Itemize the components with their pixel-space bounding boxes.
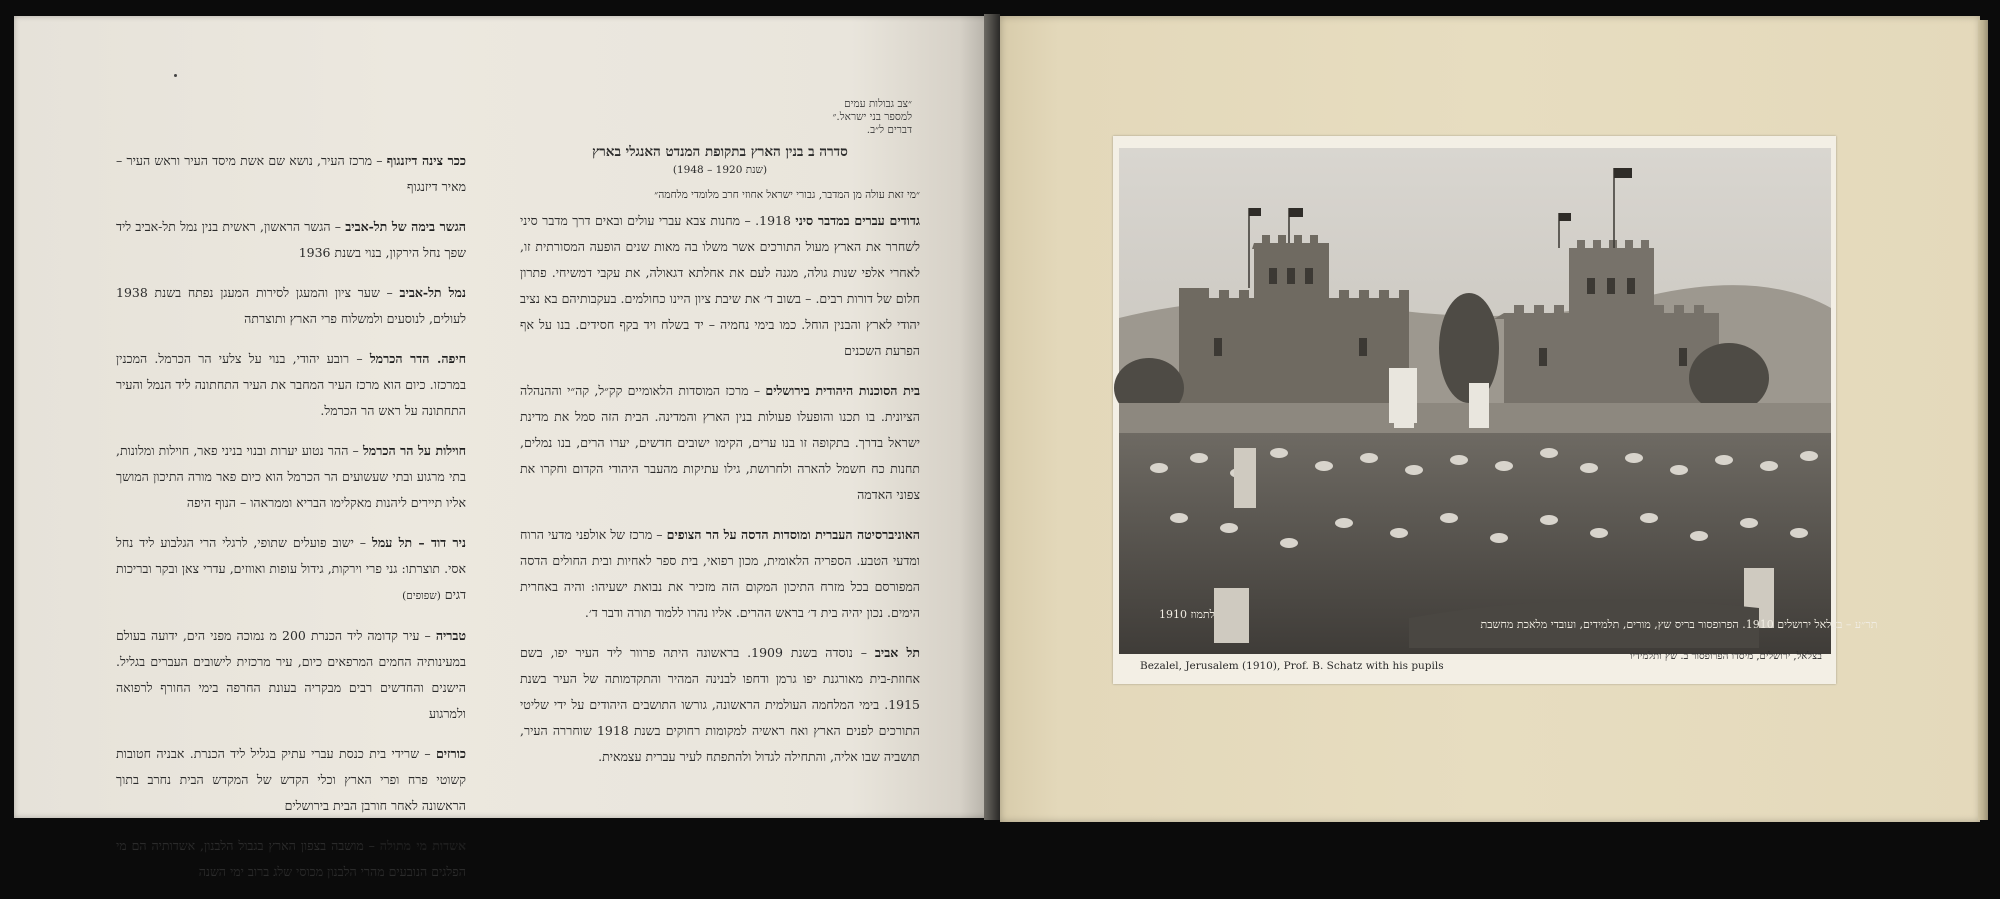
- page-mark: [174, 74, 177, 77]
- entry: חיפה. הדר הכרמל – רובע יהודי, בנוי על צלעי הר הכרמל. המכנין במרכזו. כיום הוא מרכז העיר המחבר את העיר התחתונה ליד הנמל והעיר התחתונה על ראש הר הכרמל.: [116, 351, 467, 418]
- page-edge: [1978, 20, 1988, 820]
- photo-illustration: [1119, 148, 1878, 654]
- entry: ככר צינה דיזנגוף – מרכז העיר, נושא שם אשת מיסד העיר וראש העיר – מאיר דיזנגוף: [116, 153, 466, 194]
- entry: הגשר בימה של תל-אביב – הגשר הראשון, ראשית בנין נמל תל-אביב ליד שפך נחל הירקון, בנוי בשנת 1936: [116, 219, 466, 260]
- photo-banner-text: תר״ע – בצלאל ירושלים 1910. הפרופסור בריס שץ, מורים, תלמידים, ועובדי מלאכת מחשבת: [1480, 618, 1878, 631]
- text-column-left: [116, 148, 466, 899]
- photo-sign-text: לתמוז 1910: [1159, 608, 1215, 621]
- entry: בית הסוכנות היהודית בירושלים – מרכז המוסדות הלאומיים קק״ל, קה״י וההנהלה הציונית. בו תכנו והופעלו פעולות בנין הארץ והמדינה. הבית הזה סמל את מדינת ישראל בדרך. בתקופה זו בנו ערים, הקימו ישובים חדשים, יערו הרים, בנו נמלים, תחנות כח חשמל להארה ולחרושת, גילו עתיקות מהעבר היהודי הקדום וחקרו את צפוני האדמה: [520, 383, 920, 502]
- photo-caption-hebrew: בצלאל, ירושלים, מיסדו הפרופסור ב. שץ ותלמידיו: [1629, 651, 1822, 662]
- historical-photo: [1119, 148, 1878, 654]
- text-column-right: [520, 142, 920, 784]
- entry: טבריה – עיר קדומה ליד הכנרת 200 מ נמוכה מפני הים, ידועה בעולם במעינותיה החמים המרפאים כיום, עיר מרכזית לישובים העברים בגליל. הישנים והחדשים רבים מבקריה בעונת החרפה בימי החורף לרפואה ולמרגוע: [116, 628, 466, 721]
- book-gutter: [984, 14, 1000, 820]
- entry: האוניברסיטה העברית ומוסדות הדסה על הר הצופים – מרכז של אולפני מדעי הרוח ומדעי הטבע. הספריה הלאומית, מכון רפואי, בית ספר לאחיות ובית החולים הדסה המפורסם בכל מזרח התיכון המקום הזה מזכיר את נבואת ישעיהו: והיה באחרית הימים. נכון יהיה בית ד׳ בראש ההרים. אליו נהרו ללמוד תורה ודבר ד׳.: [520, 527, 920, 620]
- series-title: סדרה ב בנין הארץ בתקופת המנדט האנגלי בארץ: [592, 144, 848, 160]
- series-years: (שנת 1920 – 1948): [672, 164, 768, 176]
- entry: תל אביב – נוסדה בשנת 1909. בראשונה היתה פרוור ליד העיר יפו, בשם אחוזת-בית מאורגנת יפו גרמן ודחפו לבנינה המהיר והתקדמותה של העיר בשנת 1915. בימי המלחמה העולמית הראשונה, גורשו התושבים היהודים על ידי שליטי התורכים לפנים הארץ ואח ראשיה למקומות רחוקים בשנת 1918 שוחררה העיר, תושביה שבו אליה, והתחילה לגדול ולהתפתח לעיר עברית עצמאית.: [520, 645, 920, 764]
- photo-caption-english: Bezalel, Jerusalem (1910), Prof. B. Schatz with his pupils: [1140, 660, 1444, 672]
- epigraph: ״צב גבולות עמים למספר בני ישראל.״ דברים ל״ב.: [832, 98, 912, 136]
- entry: נמל תל-אביב – שער ציון והמעגן לסירות המעגן נפתח בשנת 1938 לעולים, לנוסעים ולמשלוח פרי הארץ ותוצרתה: [116, 285, 466, 326]
- entry: ניר דוד – תל עמל – ישוב פועלים שתופי, לרגלי הרי הגלבוע ליד נחל אסי. תוצרתו: גני פרי וירקות, גידול עופות ואווזים, עדרי צאן ובקר ובריכות דגים (שפופים): [116, 535, 466, 602]
- entry: כורזים – שרידי בית כנסת עברי עתיק בגליל ליד הכנרת. אבניה חטובות קשוטי פרח ופרי הארץ וכלי הקדש של המקדש הבית נחרב בתוך הראשונה לאחר חורבן הבית בירושלים: [116, 746, 466, 813]
- entry: אשדות מי מתולה – מושבה בצפון הארץ בגבול הלבנון, אשדותיה הם מי הפלגים הנובעים מהרי הלבנון מכוסי שלג ברוב ימי השנה: [116, 838, 466, 879]
- entry: חוילות על הר הכרמל – ההר נטוע יערות ובנוי בניני פאר, חוילות ומלונות, בתי מרגוע ובתי שעשועים הר הכרמל הוא כיום פאר מורה התיכון המושך אליו תיירים ליהנות מאקלימו הבריא וממראהו – הנוף היפה: [116, 443, 467, 510]
- entry: גדודים עברים במדבר סיני 1918. – מחנות צבא עברי עולים ובאים דרך מדבר סיני לשחרר את הארץ מעול התורכים אשר משלו בה מאות שנים הופעה המסורתית זו, לאחרי אלפי שנות גולה, מגנה לעם את אחלתא דגאולה, את עקבי דמשיחי. פתרון חלום של דורות רבים. – בשוב ד׳ את שיבת ציון היינו כחולמים. בעקבותיהם בא נציב יהודי לארץ והבנין הוחל. כמו בימי נחמיה – יד בשלח ויד בקף חסידים. בנו על אף הפרעת השכנים: [520, 213, 920, 358]
- motto: ״מי זאת עולה מן המדבר, גבורי ישראל אחוזי חרב מלומדי מלחמה״: [654, 189, 920, 201]
